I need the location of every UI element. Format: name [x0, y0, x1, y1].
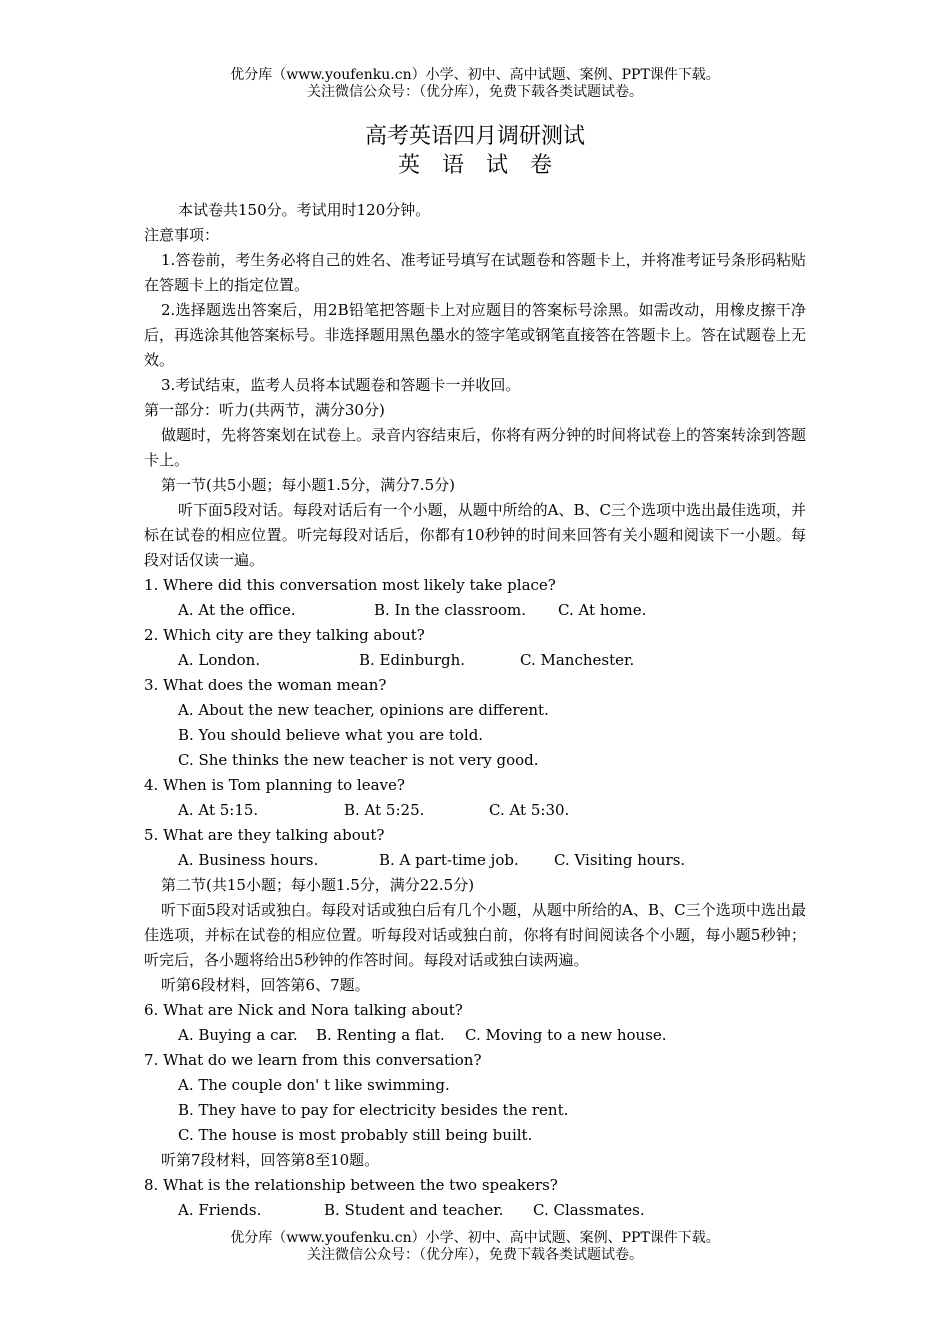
- question-2-stem: 2. Which city are they talking about?: [144, 626, 425, 644]
- question-7-option-c: C. The house is most probably still being built.: [178, 1126, 533, 1144]
- exam-content: [144, 198, 806, 1223]
- notice-item-1: 1.答卷前，考生务必将自己的姓名、准考证号填写在试题卷和答题卡上，并将准考证号条形码粘贴在答题卡上的指定位置。: [144, 251, 806, 294]
- notice-item-2: 2.选择题选出答案后，用2B铅笔把答题卡上对应题目的答案标号涂黑。如需改动，用橡皮擦干净后，再选涂其他答案标号。非选择题用黑色墨水的签字笔或钢笔直接答在答题卡上。答在试题卷上无效。: [144, 301, 806, 369]
- question-4-option-c: C. At 5:30.: [489, 801, 570, 819]
- question-7-option-a: A. The couple don' t like swimming.: [178, 1076, 450, 1094]
- question-6-option-a: A. Buying a car.: [178, 1026, 298, 1044]
- question-2-option-c: C. Manchester.: [520, 651, 635, 669]
- title-block: [0, 122, 950, 180]
- question-1-option-b: B. In the classroom.: [374, 601, 527, 619]
- question-1-option-a: A. At the office.: [178, 601, 296, 619]
- question-5-stem: 5. What are they talking about?: [144, 826, 385, 844]
- question-6-option-b: B. Renting a flat.: [316, 1026, 445, 1044]
- question-4-stem: 4. When is Tom planning to leave?: [144, 776, 405, 794]
- question-7-stem: 7. What do we learn from this conversation?: [144, 1051, 482, 1069]
- question-1-options: [144, 598, 806, 623]
- question-5-option-c: C. Visiting hours.: [554, 851, 686, 869]
- page-footer: [0, 1230, 950, 1264]
- question-4-options: [144, 798, 806, 823]
- exam-title: 高考英语四月调研测试: [364, 124, 585, 149]
- question-5-option-b: B. A part-time job.: [379, 851, 519, 869]
- exam-subtitle: 英语试卷: [397, 153, 574, 178]
- question-6-options: [144, 1023, 806, 1048]
- question-4-option-a: A. At 5:15.: [178, 801, 259, 819]
- page-header: [0, 67, 950, 101]
- section2-heading: 第二节(共15小题；每小题1.5分，满分22.5分): [161, 876, 475, 894]
- part1-instruction: 做题时，先将答案划在试卷上。录音内容结束后，你将有两分钟的时间将试卷上的答案转涂到答题卡上。: [144, 426, 807, 469]
- section1-heading: 第一节(共5小题；每小题1.5分，满分7.5分): [161, 476, 455, 494]
- question-8-option-b: B. Student and teacher.: [324, 1201, 504, 1219]
- question-8-option-c: C. Classmates.: [533, 1201, 645, 1219]
- question-5-options: [144, 848, 806, 873]
- question-3-stem: 3. What does the woman mean?: [144, 676, 387, 694]
- question-3-option-a: A. About the new teacher, opinions are different.: [178, 701, 549, 719]
- question-1-option-c: C. At home.: [558, 601, 647, 619]
- header-line-2: 关注微信公众号：（优分库），免费下载各类试题试卷。: [307, 84, 643, 100]
- question-2-options: [144, 648, 806, 673]
- material-6-note: 听第6段材料，回答第6、7题。: [161, 976, 370, 994]
- question-8-stem: 8. What is the relationship between the two speakers?: [144, 1176, 558, 1194]
- question-6-stem: 6. What are Nick and Nora talking about?: [144, 1001, 463, 1019]
- question-8-options: [144, 1198, 806, 1223]
- question-2-option-a: A. London.: [178, 651, 261, 669]
- question-4-option-b: B. At 5:25.: [344, 801, 425, 819]
- question-3-option-b: B. You should believe what you are told.: [178, 726, 484, 744]
- question-7-option-b: B. They have to pay for electricity besides the rent.: [178, 1101, 569, 1119]
- question-3-option-c: C. She thinks the new teacher is not very good.: [178, 751, 539, 769]
- part1-heading: 第一部分：听力(共两节，满分30分): [144, 401, 385, 419]
- question-6-option-c: C. Moving to a new house.: [465, 1026, 667, 1044]
- notice-heading: 注意事项：: [144, 226, 220, 244]
- intro-text: 本试卷共150分。考试用时120分钟。: [178, 201, 431, 219]
- question-2-option-b: B. Edinburgh.: [359, 651, 466, 669]
- footer-line-2: 关注微信公众号：（优分库），免费下载各类试题试卷。: [307, 1247, 643, 1263]
- question-8-option-a: A. Friends.: [178, 1201, 262, 1219]
- material-7-note: 听第7段材料，回答第8至10题。: [161, 1151, 380, 1169]
- notice-item-3: 3.考试结束，监考人员将本试题卷和答题卡一并收回。: [161, 376, 521, 394]
- question-1-stem: 1. Where did this conversation most likely take place?: [144, 576, 556, 594]
- section2-instruction: 听下面5段对话或独白。每段对话或独白后有几个小题，从题中所给的A、B、C三个选项中选出最佳选项，并标在试卷的相应位置。听每段对话或独白前，你将有时间阅读各个小题，每小题5秒钟；听完后，各小题将给出5秒钟的作答时间。每段对话或独白读两遍。: [144, 901, 806, 969]
- section1-instruction: 听下面5段对话。每段对话后有一个小题，从题中所给的A、B、C三个选项中选出最佳选项，并标在试卷的相应位置。听完每段对话后，你都有10秒钟的时间来回答有关小题和阅读下一小题。每段对话仅读一遍。: [144, 501, 806, 569]
- header-line-1: 优分库（www.youfenku.cn）小学、初中、高中试题、案例、PPT课件下载。: [230, 67, 720, 83]
- question-5-option-a: A. Business hours.: [178, 851, 319, 869]
- footer-line-1: 优分库（www.youfenku.cn）小学、初中、高中试题、案例、PPT课件下载。: [230, 1230, 720, 1246]
